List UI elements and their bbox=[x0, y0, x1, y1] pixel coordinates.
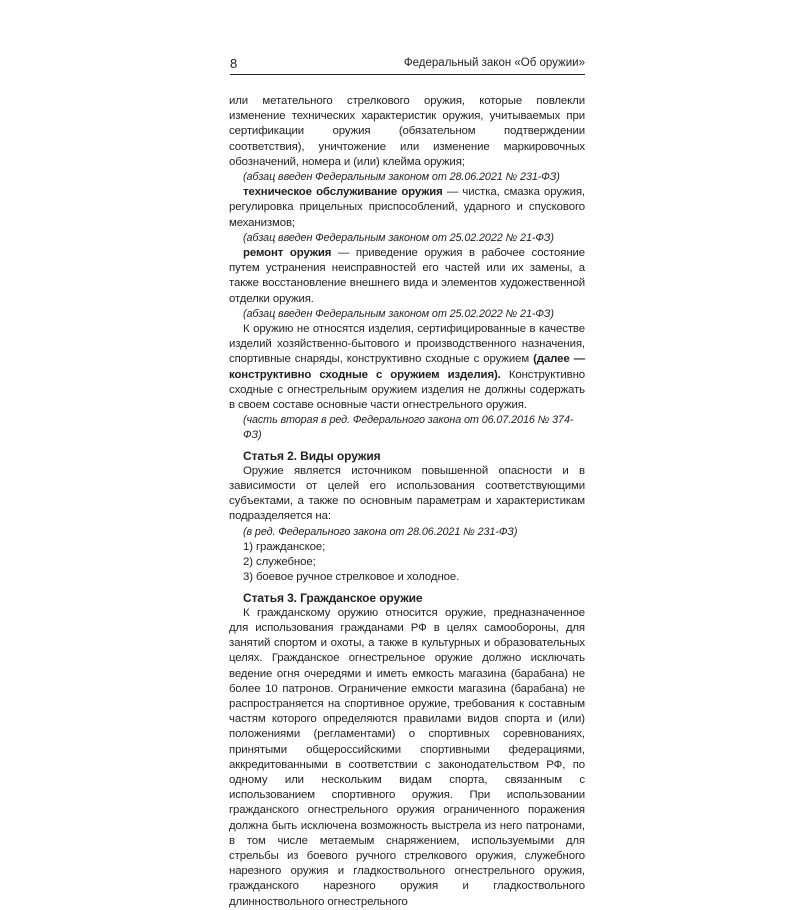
paragraph bbox=[229, 185, 585, 231]
definition-text: — чистка, смазка оружия, регулировка прицельных приспособлений, ударного и спускового механизмов; bbox=[229, 186, 585, 229]
paragraph: К гражданскому оружию относится оружие, предназначенное для использования гражданами РФ в целях самообороны, для занятий спортом и охоты, а также в культурных и образовательных целях. Гражданское огнестрельное оружие должно исключать ведение огня очередями и иметь емкость магазина (барабана) не более 10 патронов. Ограничение емкости магазина (барабана) не распространяется на спортивное оружие, требования к составным частям которого определяются правилами видов спорта и (или) положениями (регламентами) о спортивных соревнованиях, принятыми общероссийскими спортивными федерациями, аккредитованными в соответствии с законодательством РФ, по одному или нескольким видам спорта, связанным с использованием спортивного оружия. При использовании гражданского огнестрельного оружия ограниченного поражения должна быть исключена возможность выстрела из него патронами, в том числе метаемым снаряжением, используемыми для стрельбы из боевого ручного стрелкового оружия, служебного нарезного оружия и гладкоствольного огнестрельного оружия, гражданского нарезного оружия и гладкоствольного длинноствольного огнестрельного bbox=[229, 606, 585, 908]
page-number: 8 bbox=[230, 56, 238, 71]
paragraph bbox=[229, 322, 585, 413]
article-2-heading: Статья 2. Виды оружия bbox=[243, 448, 381, 463]
amendment-note: (абзац введен Федеральным законом от 25.02.2022 № 21-ФЗ) bbox=[243, 307, 554, 320]
amendment-note: (абзац введен Федеральным законом от 25.02.2022 № 21-ФЗ) bbox=[243, 231, 554, 244]
page-header bbox=[230, 56, 585, 75]
amendment-note: (часть вторая в ред. Федерального закона от 06.07.2016 № 374-ФЗ) bbox=[243, 414, 574, 442]
page-body bbox=[229, 94, 585, 910]
running-title: Федеральный закон «Об оружии» bbox=[403, 57, 585, 69]
list-item: 3) боевое ручное стрелковое и холодное. bbox=[243, 571, 460, 584]
paragraph-text: Конструктивно сходные с огнестрельным оружием изделия не должны содержать в своем составе основные части огнестрельного оружия. bbox=[229, 368, 585, 412]
defined-term: ремонт оружия bbox=[243, 247, 332, 260]
paragraph: или метательного стрелкового оружия, которые повлекли изменение технических характеристик оружия, учитываемых при сертификации оружия (обязательном подтверждении соответствия), уничтожение или изменение маркировочных обозначений, номера и (или) клейма оружия; bbox=[229, 95, 585, 168]
paragraph bbox=[229, 246, 585, 307]
article-3-heading: Статья 3. Гражданское оружие bbox=[243, 590, 423, 605]
list-item: 1) гражданское; bbox=[243, 540, 326, 553]
defined-term: (далее — конструктивно сходные с оружием изделия). bbox=[229, 353, 585, 381]
amendment-note: (в ред. Федерального закона от 28.06.2021 № 231-ФЗ) bbox=[243, 525, 518, 538]
definition-text: — приведение оружия в рабочее состояние путем устранения неисправностей его частей или их замены, а также восстановление внешнего вида и элементов художественной отделки оружия. bbox=[229, 247, 586, 305]
defined-term: техническое обслуживание оружия bbox=[243, 186, 443, 199]
paragraph-text: К оружию не относятся изделия, сертифицированные в качестве изделий хозяйственно-бытового и производственного назначения, спортивные снаряды, конструктивно сходные с оружием bbox=[229, 323, 585, 366]
list-item: 2) служебное; bbox=[243, 556, 316, 569]
paragraph: Оружие является источником повышенной опасности и в зависимости от целей его использования соответствующими субъектами, а также по основным параметрам и характеристикам подразделяется на: bbox=[229, 464, 585, 523]
amendment-note: (абзац введен Федеральным законом от 28.06.2021 № 231-ФЗ) bbox=[243, 171, 560, 184]
